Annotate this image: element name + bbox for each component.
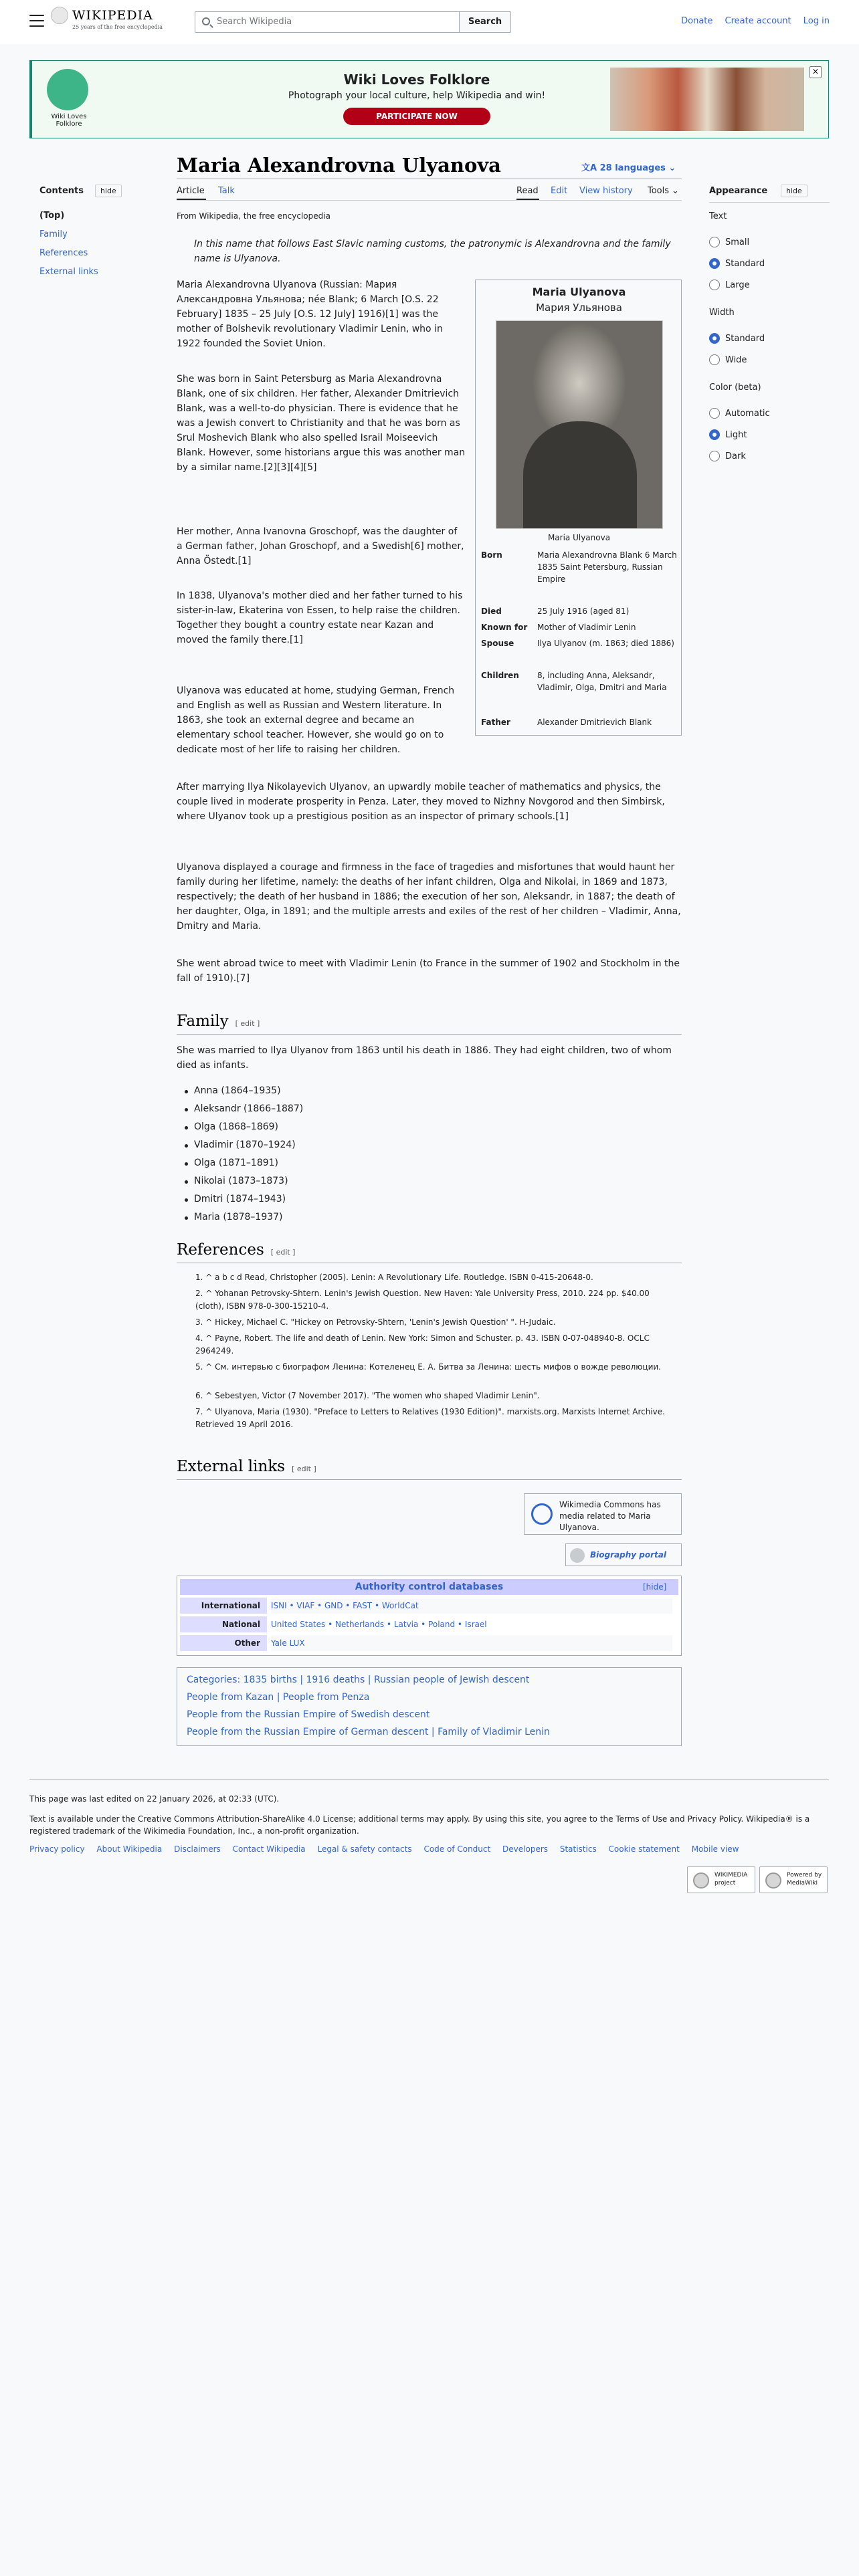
- portal-box: [565, 1543, 682, 1566]
- intro-paragraph-5: Ulyanova was educated at home, studying German, French and English as well as Russian and Western literature. In 1863, she took an external degree and became an elementary school teacher. However, she would go on to dedicate most of her life to raising her children.: [177, 685, 455, 755]
- footer-link[interactable]: Disclaimers: [174, 1844, 221, 1854]
- text-standard-radio[interactable]: Standard: [709, 259, 765, 269]
- reference-item: 1. ^ a b c d Read, Christopher (2005). Lenin: A Revolutionary Life. Routledge. ISBN 0-415-20648-0.: [195, 1273, 593, 1282]
- login-link[interactable]: Log in: [803, 16, 830, 26]
- language-button[interactable]: 文A 28 languages ⌄: [581, 163, 676, 173]
- infobox-title: Maria Ulyanova: [532, 286, 626, 298]
- search-icon: [202, 17, 210, 25]
- mediawiki-badge[interactable]: [759, 1866, 828, 1893]
- infobox-spouse-value: Ilya Ulyanov (m. 1863; died 1886): [537, 639, 674, 648]
- text-size-label: Text: [709, 211, 727, 221]
- category-links[interactable]: People from Kazan | People from Penza: [187, 1692, 370, 1703]
- reference-item: 7. ^ Ulyanova, Maria (1930). "Preface to Letters to Relatives (1930 Edition)". marxists.org. Marxists Internet Archive. Retrieved 19 April 2016.: [195, 1407, 665, 1429]
- intro-paragraph-6: After marrying Ilya Nikolayevich Ulyanov, an upwardly mobile teacher of mathematics and physics, the couple lived in moderate prosperity in Penza. Later, they moved to Nizhny Novgorod and then Simbirsk, where Ulyanov took up a prestigious position as an inspector of primary schools.[1]: [177, 782, 665, 822]
- tab-talk[interactable]: Talk: [218, 186, 235, 196]
- color-light-radio[interactable]: Light: [709, 430, 747, 440]
- list-item: Olga (1871–1891): [194, 1158, 279, 1168]
- infobox-father-value: Alexander Dmitrievich Blank: [537, 718, 652, 727]
- hatnote: In this name that follows East Slavic naming customs, the patronymic is Alexandrovna and the family name is Ulyanova.: [194, 239, 671, 265]
- infobox-born-label: Born: [481, 550, 502, 560]
- list-item: Olga (1868–1869): [194, 1121, 279, 1132]
- tab-read[interactable]: Read: [516, 186, 539, 196]
- infobox-died-value: 25 July 1916 (aged 81): [537, 607, 630, 616]
- footer-link[interactable]: Legal & safety contacts: [317, 1844, 412, 1854]
- width-wide-radio[interactable]: Wide: [709, 355, 747, 365]
- external-links-heading-text: External links: [177, 1458, 286, 1475]
- tools-menu[interactable]: Tools: [648, 186, 670, 196]
- category-links[interactable]: People from the Russian Empire of German descent | Family of Vladimir Lenin: [187, 1727, 550, 1737]
- infobox: [475, 280, 682, 736]
- donate-link[interactable]: Donate: [681, 16, 713, 26]
- infobox-children-label: Children: [481, 671, 519, 680]
- infobox-spouse-label: Spouse: [481, 639, 514, 648]
- family-edit-link[interactable]: [ edit ]: [235, 1019, 260, 1028]
- footer-links: [29, 1844, 749, 1854]
- mediawiki-badge-text: Powered by MediaWiki: [787, 1872, 822, 1887]
- infobox-known-label: Known for: [481, 623, 528, 632]
- footer-link[interactable]: Statistics: [559, 1844, 597, 1854]
- footer-link[interactable]: Developers: [502, 1844, 549, 1854]
- tab-article[interactable]: Article: [177, 186, 205, 196]
- width-label: Width: [709, 308, 735, 318]
- footer-link[interactable]: Mobile view: [691, 1844, 739, 1854]
- intro-paragraph-4: In 1838, Ulyanova's mother died and her father turned to his sister-in-law, Ekaterina von Essen, to help raise the children. Together they bought a country estate near Kazan and moved the family there.[1]: [177, 591, 463, 645]
- footer-link[interactable]: Privacy policy: [29, 1844, 85, 1854]
- participate-button[interactable]: PARTICIPATE NOW: [343, 108, 490, 125]
- references-heading-text: References: [177, 1241, 264, 1259]
- reference-item: 6. ^ Sebestyen, Victor (7 November 2017). "The women who shaped Vladimir Lenin".: [195, 1391, 540, 1400]
- search-placeholder: Search Wikipedia: [217, 17, 292, 27]
- banner-photo: [610, 68, 804, 131]
- family-heading-text: Family: [177, 1012, 229, 1030]
- authority-label: National: [180, 1616, 267, 1632]
- page-title: Maria Alexandrovna Ulyanova: [177, 154, 501, 177]
- banner-logo-caption: Wiki Loves Folklore: [51, 113, 87, 128]
- text-large-radio[interactable]: Large: [709, 280, 750, 290]
- commons-logo-icon: [531, 1503, 553, 1525]
- last-edited: This page was last edited on 22 January 2026, at 02:33 (UTC).: [29, 1794, 280, 1804]
- intro-paragraph-3: Her mother, Anna Ivanovna Groschopf, was the daughter of a German father, Johan Groschopf, and a Swedish[6] mother, Anna Östedt.[1]: [177, 526, 464, 566]
- personal-tools: [672, 16, 830, 26]
- external-links-edit-link[interactable]: [ edit ]: [292, 1465, 316, 1473]
- category-links[interactable]: People from the Russian Empire of Swedish descent: [187, 1709, 430, 1720]
- license-text: Text is available under the Creative Commons Attribution-ShareAlike 4.0 License; additional terms may apply. By using this site, you agree to the Terms of Use and Privacy Policy. Wikipedia® is a registered trademark of the Wikimedia Foundation, Inc., a non-profit organization.: [29, 1814, 810, 1836]
- toc-heading: Contents: [39, 186, 84, 196]
- toc-item-top[interactable]: (Top): [39, 211, 65, 221]
- color-automatic-radio[interactable]: Automatic: [709, 409, 770, 419]
- wikipedia-wordmark[interactable]: WIKIPEDIA: [72, 8, 153, 23]
- family-paragraph: She was married to Ilya Ulyanov from 1863 until his death in 1886. They had eight children, two of whom died as infants.: [177, 1045, 672, 1071]
- reference-item: 5. ^ См. интервью с биографом Ленина: Котеленец Е. А. Битва за Ленина: шесть мифов о вожде революции.: [195, 1362, 661, 1372]
- authority-label: International: [180, 1598, 267, 1614]
- mediawiki-logo-icon: [765, 1872, 781, 1889]
- family-heading: [177, 1012, 260, 1030]
- reference-item: 3. ^ Hickey, Michael C. "Hickey on Petrovsky-Shtern, 'Lenin's Jewish Question' ". H-Judaic.: [195, 1317, 556, 1327]
- commons-box: [524, 1493, 682, 1535]
- close-icon[interactable]: ×: [809, 66, 822, 78]
- references-heading: [177, 1241, 295, 1259]
- external-links-divider: [177, 1479, 682, 1480]
- main-menu-icon[interactable]: [29, 15, 44, 27]
- authority-title[interactable]: Authority control databases: [180, 1579, 678, 1595]
- authority-label: Other: [180, 1635, 267, 1651]
- footer-link[interactable]: About Wikipedia: [96, 1844, 163, 1854]
- intro-paragraph-2: She was born in Saint Petersburg as Maria Alexandrovna Blank, one of six children. Her father, Alexander Dmitrievich Blank, was a well-to-do physician. There is evidence that he was a Jewish convert to Christianity and that he was born as Srul Moshevich Blank who also spelled Israil Moiseevich Blank. However, some historians argue this was another man by a similar name.[2][3][4][5]: [177, 374, 466, 473]
- search-input[interactable]: [195, 11, 460, 33]
- infobox-caption: Maria Ulyanova: [547, 533, 611, 542]
- site-header: [0, 0, 859, 44]
- intro-paragraph-8: She went abroad twice to meet with Vladimir Lenin (to France in the summer of 1902 and Stockholm in the fall of 1910).[7]: [177, 958, 680, 984]
- tab-view-history[interactable]: View history: [579, 186, 633, 196]
- footer-link[interactable]: Contact Wikipedia: [232, 1844, 306, 1854]
- list-item: Dmitri (1874–1943): [194, 1194, 286, 1204]
- authority-control: [177, 1576, 682, 1656]
- wikipedia-tagline: 25 years of the free encyclopedia: [72, 24, 163, 30]
- list-item: Nikolai (1873–1873): [194, 1176, 288, 1186]
- campaign-banner: [29, 60, 829, 138]
- category-links[interactable]: Categories: 1835 births | 1916 deaths | Russian people of Jewish descent: [187, 1675, 530, 1685]
- infobox-children-value: 8, including Anna, Aleksandr, Vladimir, Olga, Dmitri and Maria: [537, 671, 667, 692]
- list-item: Anna (1864–1935): [194, 1085, 281, 1096]
- infobox-known-value: Mother of Vladimir Lenin: [537, 623, 636, 632]
- create-account-link[interactable]: Create account: [725, 16, 791, 26]
- wikimedia-badge-text: WIKIMEDIA project: [714, 1872, 748, 1887]
- authority-links[interactable]: United States • Netherlands • Latvia • Poland • Israel: [271, 1620, 487, 1629]
- appearance-divider: [709, 202, 830, 203]
- commons-text[interactable]: Wikimedia Commons has media related to Maria Ulyanova.: [559, 1500, 661, 1532]
- wikimedia-badge[interactable]: [687, 1866, 755, 1893]
- footer-link[interactable]: Code of Conduct: [423, 1844, 491, 1854]
- width-standard-radio[interactable]: Standard: [709, 334, 765, 344]
- tab-edit[interactable]: Edit: [551, 186, 568, 196]
- list-item: Aleksandr (1866–1887): [194, 1103, 304, 1114]
- tabs-divider: [177, 200, 682, 201]
- authority-hide-link[interactable]: [hide]: [643, 1582, 667, 1592]
- authority-links[interactable]: ISNI • VIAF • GND • FAST • WorldCat: [271, 1598, 672, 1614]
- wikipedia-globe-icon[interactable]: [51, 7, 68, 24]
- infobox-native-name: Мария Ульянова: [536, 302, 622, 314]
- toc-item-family[interactable]: Family: [39, 229, 68, 239]
- color-dark-radio[interactable]: Dark: [709, 451, 746, 461]
- toc-item-references[interactable]: References: [39, 248, 88, 258]
- banner-title: Wiki Loves Folklore: [343, 72, 490, 88]
- intro-paragraph-7: Ulyanova displayed a courage and firmness in the face of tragedies and misfortunes that would haunt her family during her lifetime, namely: the deaths of her infant children, Olga and Nikolai, in 1869 and 1873, respectively; the death of her husband in 1886; the execution of her son, Aleksandr, in 1887; the death of her daughter, Olga, in 1891; and the multiple arrests and exiles of the rest of her children – Vladimir, Anna, Dmitry and Maria.: [177, 862, 681, 932]
- family-divider: [177, 1034, 682, 1035]
- appearance-hide-button[interactable]: hide: [781, 185, 807, 197]
- biography-portal-link[interactable]: Biography portal: [590, 1550, 666, 1560]
- color-label: Color (beta): [709, 383, 761, 393]
- infobox-father-label: Father: [481, 718, 510, 727]
- toc-item-external-links[interactable]: External links: [39, 267, 98, 277]
- portal-icon: [570, 1548, 585, 1563]
- text-small-radio[interactable]: Small: [709, 237, 749, 247]
- categories-box: [177, 1667, 682, 1746]
- wiki-loves-folklore-logo: [47, 69, 88, 110]
- tagline: From Wikipedia, the free encyclopedia: [177, 211, 330, 221]
- language-count: 28 languages: [599, 163, 666, 173]
- external-links-heading: [177, 1458, 316, 1475]
- appearance-heading: Appearance: [709, 186, 768, 196]
- reference-item: 2. ^ Yohanan Petrovsky-Shtern. Lenin's Jewish Question. New Haven: Yale University Press, 2010. 224 pp. $40.00 (cloth), ISBN 978-0-300-15210-4.: [195, 1289, 650, 1311]
- references-edit-link[interactable]: [ edit ]: [270, 1248, 296, 1257]
- banner-subtitle: Photograph your local culture, help Wikipedia and win!: [288, 90, 546, 101]
- tools-chevron-icon[interactable]: ⌄: [672, 186, 679, 196]
- wikimedia-logo-icon: [693, 1872, 709, 1889]
- intro-paragraph-1: Maria Alexandrovna Ulyanova (Russian: Мария Александровна Ульянова; née Blank; 6 March [O.S. 22 February] 1835 – 25 July [O.S. 12 July] 1916)[1] was the mother of Bolshevik revolutionary Vladimir Lenin, who in 1922 founded the Soviet Union.: [177, 280, 443, 349]
- portrait-photo[interactable]: [496, 320, 663, 529]
- search-button[interactable]: Search: [459, 11, 511, 33]
- toc-hide-button[interactable]: hide: [95, 185, 122, 197]
- authority-links[interactable]: Yale LUX: [271, 1635, 672, 1651]
- footer-link[interactable]: Cookie statement: [608, 1844, 680, 1854]
- list-item: Vladimir (1870–1924): [194, 1140, 296, 1150]
- reference-item: 4. ^ Payne, Robert. The life and death of Lenin. New York: Simon and Schuster. p. 43. ISBN 0-07-048940-8. OCLC 2964249.: [195, 1333, 650, 1356]
- infobox-born-value: Maria Alexandrovna Blank 6 March 1835 Saint Petersburg, Russian Empire: [537, 550, 677, 584]
- infobox-died-label: Died: [481, 607, 502, 616]
- list-item: Maria (1878–1937): [194, 1212, 283, 1222]
